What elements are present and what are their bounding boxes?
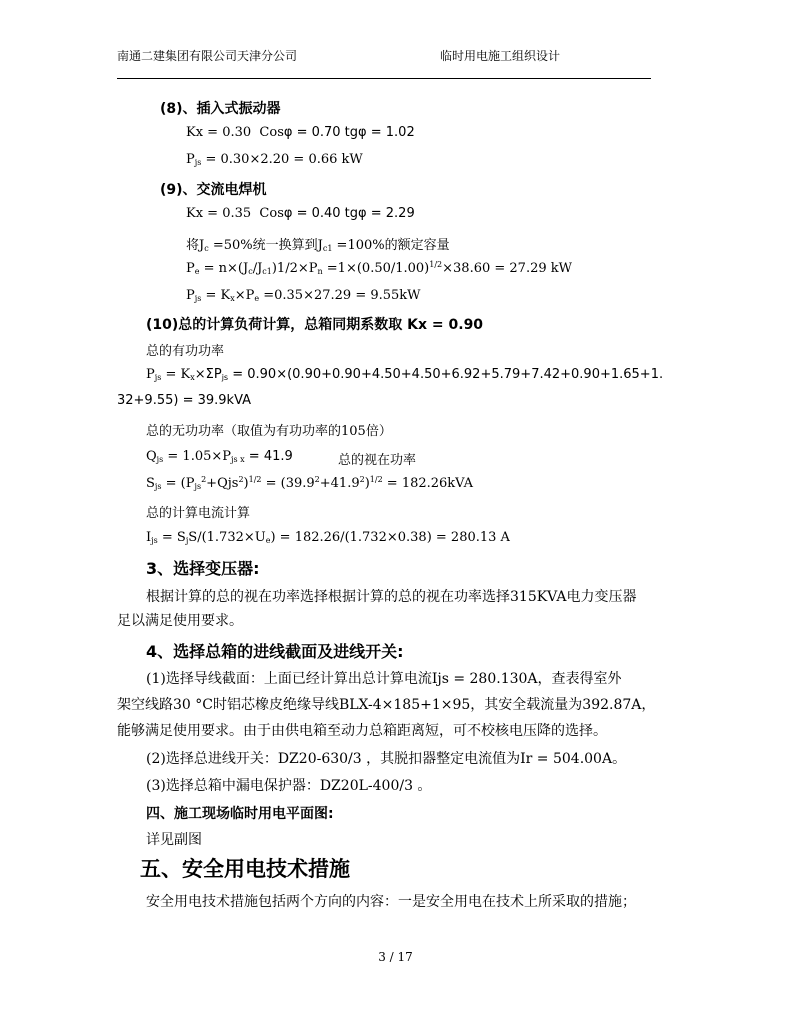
section-10-active-label: 总的有功功率	[146, 344, 225, 359]
header-doc-title: 临时用电施工组织设计	[440, 49, 561, 63]
section-10-current-label: 总的计算电流计算	[146, 506, 251, 521]
section-4-p1-line2: 架空线路30 °C时铝芯橡皮绝缘导线BLX-4×185+1×95，其安全载流量为392.87A，	[117, 697, 656, 713]
section-8-pjs: $P_{js} = 0.30\times 2.20 = 0.66$ kW	[186, 152, 363, 167]
section-10-apparent-label: 总的视在功率	[338, 453, 417, 468]
header-divider	[117, 78, 651, 79]
section-iv-title: 四、施工现场临时用电平面图:	[146, 806, 334, 822]
section-4-p3: (3)选择总箱中漏电保护器：DZ20L-400/3 。	[146, 778, 432, 794]
section-3-line1: 根据计算的总的视在功率选择根据计算的总的视在功率选择315KVA电力变压器	[146, 589, 637, 605]
page-number: 3 / 17	[378, 950, 413, 964]
section-9-kx: Kx = 0.35 Cosφ = 0.40 tgφ = 2.29	[186, 206, 415, 221]
section-3-line2: 足以满足使用要求。	[117, 613, 243, 629]
section-4-title: 4、选择总箱的进线截面及进线开关:	[146, 642, 404, 661]
section-iv-text: 详见副图	[146, 832, 202, 848]
section-10-current-formula: $I_{js} = S_jS/(1.732\times U_e) = 182.26/(1.732\times 0.38) = 280.13$ A	[146, 530, 510, 545]
section-10-reactive-formula: $Q_{js} = 1.05\times P_{js x} = 41.9$	[146, 449, 293, 464]
section-4-p2: (2)选择总进线开关：DZ20-630/3 ，其脱扣器整定电流值为Ir = 504.00A。	[146, 751, 627, 767]
section-10-apparent-formula: $S_{js} = (P_{js}^2+Qjs^2)^{1/2} = (39.9^2+41.9^2)^{1/2} = 182.26kVA$	[146, 475, 474, 491]
section-4-p1-line3: 能够满足使用要求。由于由供电箱至动力总箱距离短，可不校核电压降的选择。	[117, 723, 607, 739]
section-10-title: (10)总的计算负荷计算，总箱同期系数取 Kx = 0.90	[146, 317, 484, 333]
section-9-pjs: $P_{js} = K_x\times P_e =0.35\times 27.29 = 9.55kW$	[186, 288, 421, 303]
section-9-pe: $P_e = n\times(J_c/J_{c1})1/2\times P_n =1\times(0.50/1.00)^{1/2}\times 38.60 = 27.29$ kW	[186, 260, 572, 276]
header-company: 南通二建集团有限公司天津分公司	[117, 49, 298, 63]
section-v-title: 五、安全用电技术措施	[140, 857, 350, 881]
section-9-conversion: 将$J_c =50\%$统一换算到$J_{c1} =100\%$的额定容量	[186, 238, 450, 253]
section-3-title: 3、选择变压器:	[146, 559, 260, 578]
section-10-reactive-label: 总的无功功率（取值为有功功率的105倍）	[146, 424, 392, 439]
section-9-title: (9)、交流电焊机	[160, 182, 267, 198]
section-10-active-formula: $P_{js} = K_x\times\Sigma P_{js} = 0.90\times(0.90+0.90+4.50+4.50+6.92+5.79+7.42+0.90+1.65+1$.	[146, 367, 664, 382]
section-8-title: (8)、插入式振动器	[160, 101, 281, 117]
section-8-kx: Kx = 0.30 Cosφ = 0.70 tgφ = 1.02	[186, 125, 415, 140]
section-10-active-formula-cont: 32+9.55) = 39.9kVA	[117, 393, 252, 408]
section-v-text: 安全用电技术措施包括两个方向的内容：一是安全用电在技术上所采取的措施；	[146, 894, 636, 910]
section-4-p1-line1: (1)选择导线截面：上面已经计算出总计算电流Ijs = 280.130A，查表得室外	[146, 671, 622, 687]
